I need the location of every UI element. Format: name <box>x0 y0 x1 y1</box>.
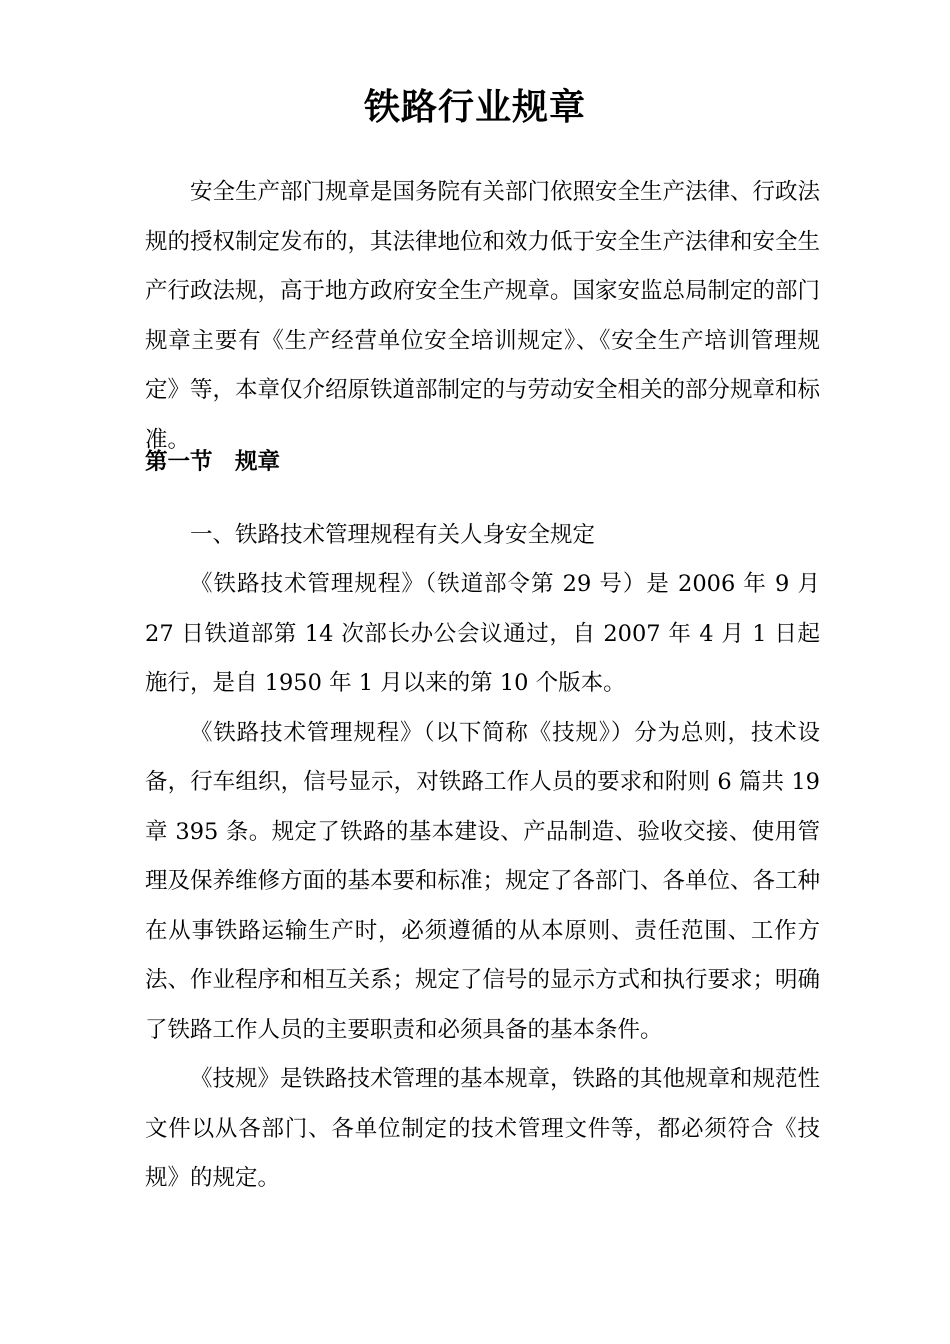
document-title: 铁路行业规章 <box>363 87 586 128</box>
section-paragraph: 《铁路技术管理规程》（以下简称《技规》）分为总则，技术设备，行车组织，信号显示，对铁路工作人员的要求和附则 6 篇共 19 章 395 条。规定了铁路的基本建设、产品制造、验收交接、使用管理及保养维修方面的基本要和标准；规定了各部门、各单位、各工种在从事铁路运输生产时，必须遵循的从本原则、责任范围、工作方法、作业程序和相互关系；规定了信号的显示方式和执行要求；明确了铁路工作人员的主要职责和必须具备的基本条件。 <box>145 719 821 1043</box>
intro-text <box>145 168 820 465</box>
intro-paragraph: 安全生产部门规章是国务院有关部门依照安全生产法律、行政法规的授权制定发布的，其法律地位和效力低于安全生产法律和安全生产行政法规，高于地方政府安全生产规章。国家安监总局制定的部门规章主要有《生产经营单位安全培训规定》、《安全生产培训管理规定》等，本章仅介绍原铁道部制定的与劳动安全相关的部分规章和标准。 <box>145 179 821 453</box>
section-subheading: 一、铁路技术管理规程有关人身安全规定 <box>190 522 596 548</box>
section-body <box>145 560 820 1204</box>
section-heading: 第一节 规章 <box>145 449 281 475</box>
section-paragraph: 《技规》是铁路技术管理的基本规章，铁路的其他规章和规范性文件以从各部门、各单位制定的技术管理文件等，都必须符合《技规》的规定。 <box>145 1066 821 1191</box>
section-paragraph: 《铁路技术管理规程》（铁道部令第 29 号）是 2006 年 9 月 27 日铁道部第 14 次部长办公会议通过，自 2007 年 4 月 1 日起施行，是自 1950 年 1 月以来的第 10 个版本。 <box>145 571 820 696</box>
